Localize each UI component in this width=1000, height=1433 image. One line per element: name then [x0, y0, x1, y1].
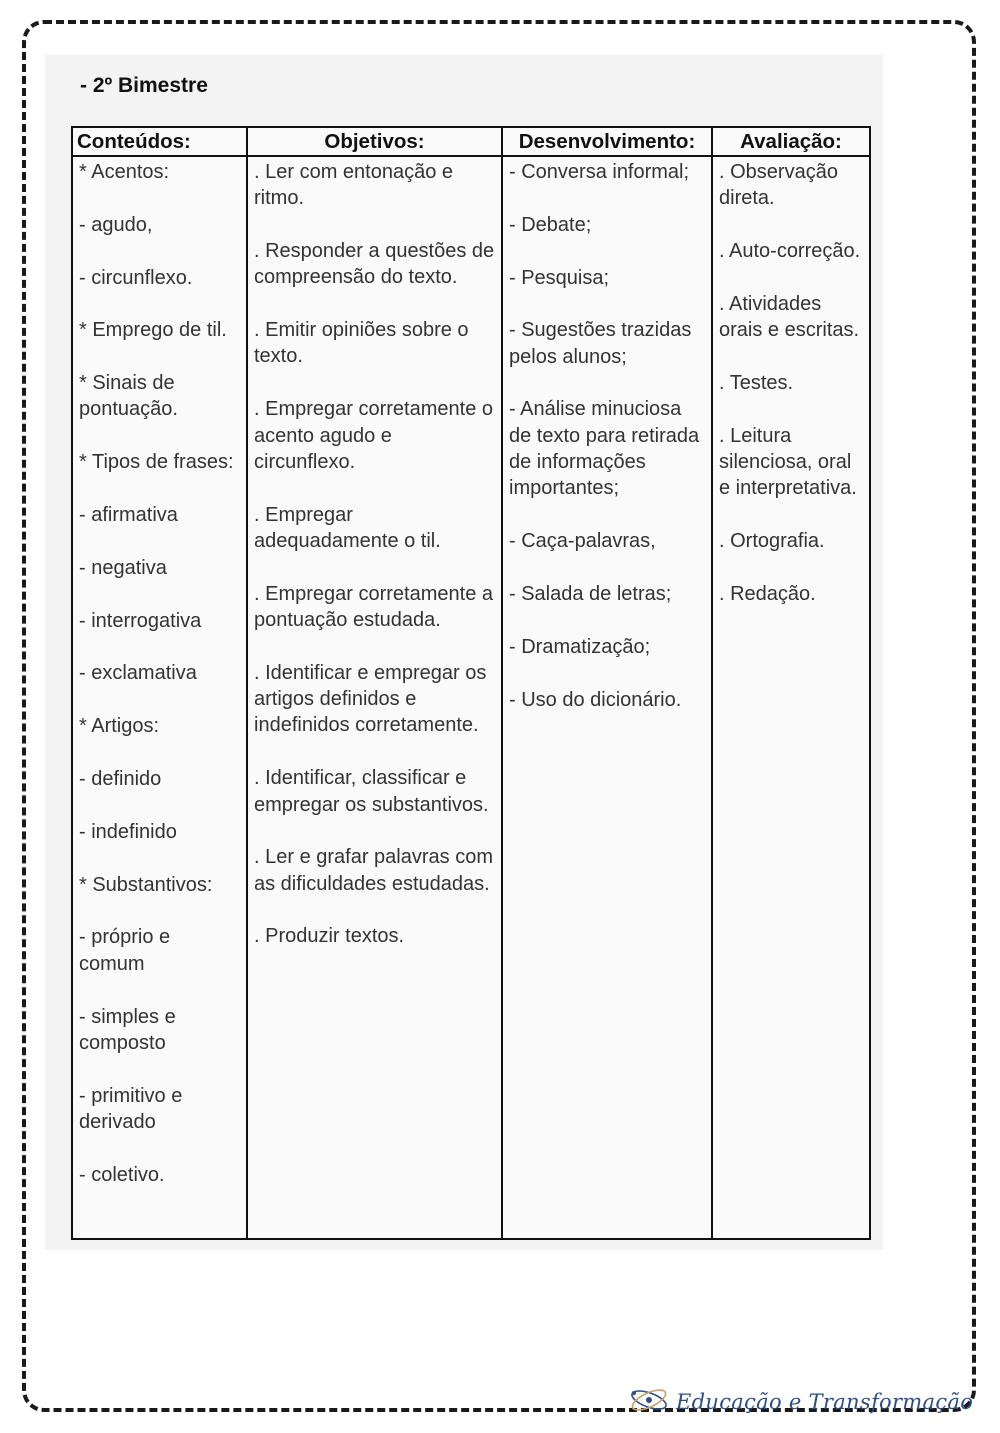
- header-desenvolvimento: Desenvolvimento:: [502, 127, 712, 156]
- header-conteudos: Conteúdos:: [72, 127, 247, 156]
- table-header-row: [72, 127, 870, 156]
- page-heading: - 2º Bimestre: [80, 74, 208, 97]
- list-item: . Responder a questões de compreensão do texto.: [254, 240, 495, 289]
- list-item: - exclamativa: [79, 662, 197, 685]
- list-item: . Emitir opiniões sobre o texto.: [254, 319, 469, 368]
- list-item: . Produzir textos.: [254, 925, 405, 948]
- list-item: . Auto-correção.: [719, 240, 861, 263]
- column-objetivos: [247, 156, 502, 1239]
- list-item: - Caça-palavras,: [509, 530, 656, 553]
- list-item: - Uso do dicionário.: [509, 688, 682, 711]
- list-item: . Ler com entonação e ritmo.: [254, 161, 454, 210]
- brand-footer: [628, 1382, 973, 1422]
- list-item: . Identificar, classificar e empregar os substantivos.: [254, 767, 489, 816]
- list-item: . Leitura silenciosa, oral e interpretativa.: [719, 424, 857, 500]
- list-item: . Testes.: [719, 371, 794, 394]
- list-item: - simples e composto: [79, 1005, 176, 1054]
- list-item: - afirmativa: [79, 504, 178, 527]
- header-avaliacao: Avaliação:: [712, 127, 870, 156]
- list-item: . Empregar corretamente a pontuação estudada.: [254, 582, 493, 632]
- list-item: - coletivo.: [79, 1163, 165, 1186]
- list-item: * Substantivos:: [79, 873, 213, 896]
- brand-name: Educação e Transformação: [676, 1390, 974, 1414]
- atom-logo-icon: [628, 1385, 670, 1420]
- list-item: - interrogativa: [79, 609, 202, 632]
- list-item: - Pesquisa;: [509, 266, 610, 289]
- list-item: * Acentos:: [79, 161, 170, 183]
- list-item: . Observação direta.: [719, 161, 838, 210]
- list-item: . Atividades orais e escritas.: [719, 292, 860, 342]
- list-item: - indefinido: [79, 820, 177, 843]
- list-item: . Redação.: [719, 582, 816, 605]
- header-objetivos: Objetivos:: [247, 127, 502, 156]
- list-item: - agudo,: [79, 213, 153, 236]
- lesson-plan-table: [71, 126, 871, 1240]
- list-item: * Tipos de frases:: [79, 451, 234, 474]
- list-item: - Salada de letras;: [509, 582, 672, 605]
- list-item: - próprio e comum: [79, 926, 171, 975]
- list-item: - circunflexo.: [79, 266, 193, 289]
- list-item: - negativa: [79, 556, 167, 579]
- list-item: - Análise minuciosa de texto para retirada de informações importantes;: [509, 398, 700, 500]
- table-row: [72, 156, 870, 1239]
- list-item: - primitivo e derivado: [79, 1084, 183, 1133]
- list-item: * Emprego de til.: [79, 319, 227, 342]
- list-item: . Ler e grafar palavras com as dificuldades estudadas.: [254, 846, 493, 895]
- list-item: - definido: [79, 768, 162, 791]
- column-desenvolvimento: [502, 156, 712, 1239]
- list-item: . Empregar adequadamente o til.: [254, 503, 441, 552]
- column-conteudos: [72, 156, 247, 1239]
- list-item: . Identificar e empregar os artigos definidos e indefinidos corretamente.: [254, 661, 487, 737]
- column-avaliacao: [712, 156, 870, 1239]
- list-item: - Debate;: [509, 213, 592, 236]
- list-item: - Dramatização;: [509, 635, 651, 658]
- list-item: * Artigos:: [79, 715, 160, 738]
- list-item: - Sugestões trazidas pelos alunos;: [509, 319, 692, 368]
- list-item: - Conversa informal;: [509, 161, 690, 183]
- list-item: . Empregar corretamente o acento agudo e circunflexo.: [254, 398, 493, 473]
- list-item: . Ortografia.: [719, 530, 825, 553]
- list-item: * Sinais de pontuação.: [79, 372, 178, 421]
